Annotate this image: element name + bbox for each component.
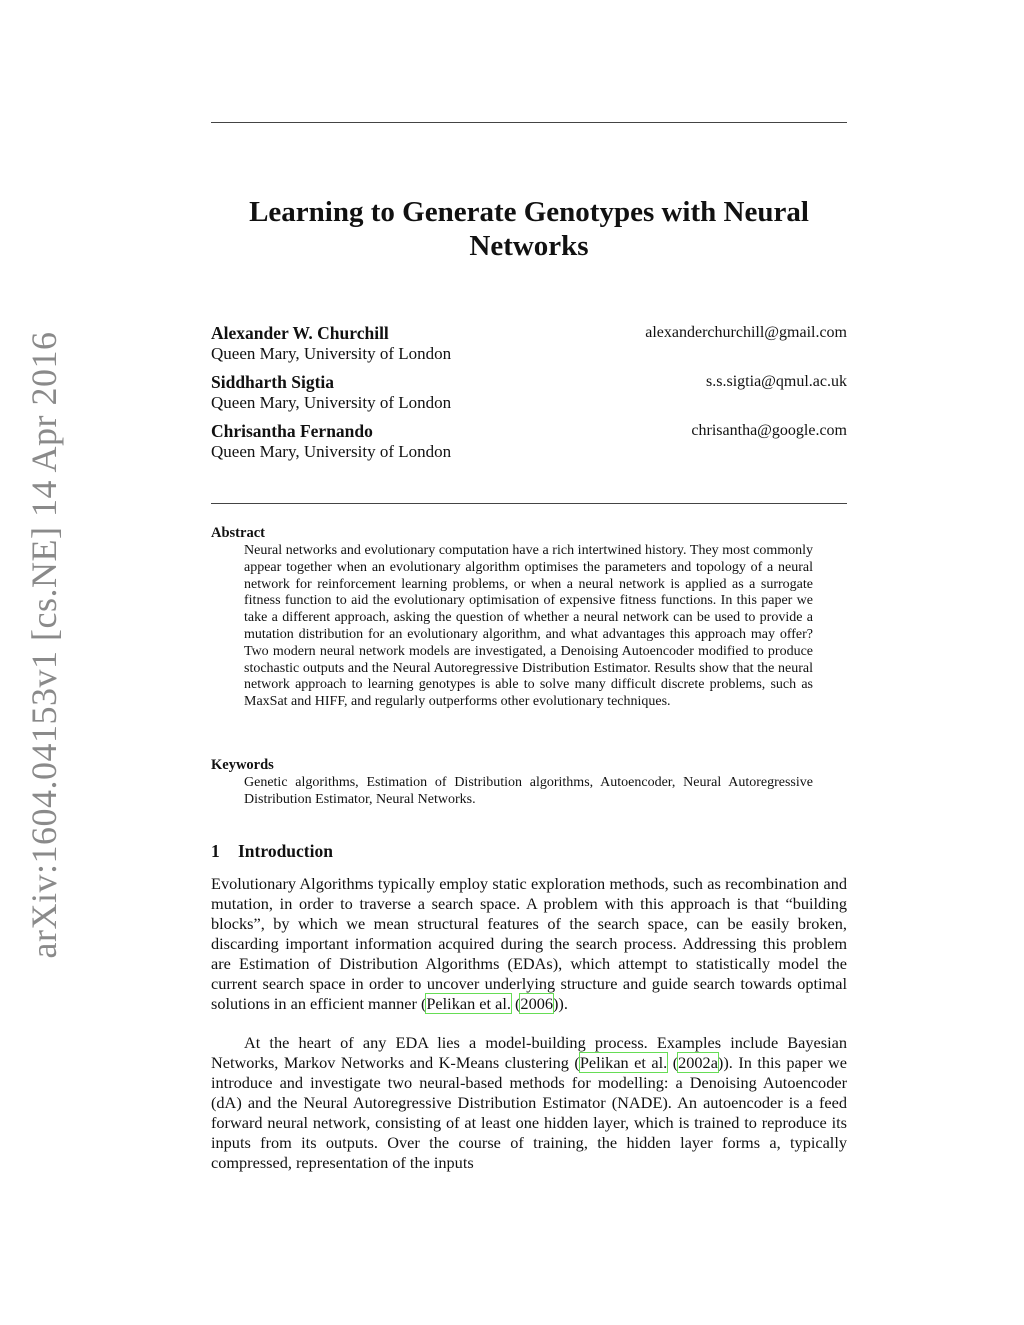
author-block xyxy=(211,420,847,466)
abstract-heading: Abstract xyxy=(211,525,265,541)
author-name: Alexander W. Churchill xyxy=(211,323,389,343)
paragraph-text: )). xyxy=(552,993,568,1013)
paper-title: Learning to Generate Genotypes with Neural Networks xyxy=(249,196,809,262)
keywords-heading: Keywords xyxy=(211,757,274,773)
paragraph-text: At the heart of any EDA lies a model-building process. Examples include Bayesian Networks, Markov Networks and K-Means clustering ( xyxy=(211,1033,847,1072)
author-affiliation: Queen Mary, University of London xyxy=(211,344,452,363)
top-rule xyxy=(211,122,847,123)
section-number: 1 xyxy=(211,841,220,861)
section-heading-introduction xyxy=(211,840,333,862)
intro-paragraph-2 xyxy=(211,1033,847,1173)
author-name: Chrisantha Fernando xyxy=(211,421,373,441)
keywords-text: Genetic algorithms, Estimation of Distribution algorithms, Autoencoder, Neural Autoregressive Distribution Estimator, Neural Networks. xyxy=(244,775,813,807)
citation-link-year[interactable]: 2006 xyxy=(520,993,553,1013)
citation-separator: ( xyxy=(510,993,521,1013)
author-email: chrisantha@google.com xyxy=(691,422,847,439)
paragraph-text: Evolutionary Algorithms typically employ static exploration methods, such as recombination and mutation, in order to traverse a search space. A problem with this approach is that “building blocks”, by which we mean structural features of the search space, can be easily broken, discarding important information acquired during the search process. Addressing this problem are Estimation of Distribution Algorithms (EDAs), which attempt to statistically model the current search space in order to uncover underlying structure and guide search towards optimal solutions in an efficient manner ( xyxy=(211,874,847,1013)
intro-paragraph-1 xyxy=(211,874,847,1014)
author-affiliation: Queen Mary, University of London xyxy=(211,442,452,461)
arxiv-identifier-stamp: arXiv:1604.04153v1 [cs.NE] 14 Apr 2016 xyxy=(24,331,64,959)
author-affiliation: Queen Mary, University of London xyxy=(211,393,452,412)
citation-link-author[interactable]: Pelikan et al. xyxy=(579,1052,668,1072)
author-email: alexanderchurchill@gmail.com xyxy=(645,324,847,341)
paragraph-text: )). In this paper we introduce and investigate two neural-based methods for modelling: a Denoising Autoencoder (dA) and the Neural Autoregressive Distribution Estimator (NADE). An autoencoder is a feed forward neural network, consisting of at least one hidden layer, which is trained to reproduce its inputs from its outputs. Over the course of training, the hidden layer forms a, typically compressed, representation of the inputs xyxy=(211,1052,847,1172)
author-block xyxy=(211,371,847,417)
author-email: s.s.sigtia@qmul.ac.uk xyxy=(706,373,847,390)
citation-link-author[interactable]: Pelikan et al. xyxy=(426,993,511,1013)
section-title: Introduction xyxy=(238,841,333,861)
header-divider-rule xyxy=(211,503,847,504)
author-name: Siddharth Sigtia xyxy=(211,372,335,392)
citation-separator: ( xyxy=(667,1052,679,1072)
abstract-text: Neural networks and evolutionary computation have a rich intertwined history. They most commonly appear together when an evolutionary algorithm optimises the parameters and topology of a neural network for reinforcement learning problems, or when a neural network is applied as a surrogate fitness function to aid the evolutionary optimisation of expensive fitness functions. In this paper we take a different approach, asking the question of whether a neural network can be used to provide a mutation distribution for an evolutionary algorithm, and what advantages this approach may offer? Two modern neural network models are investigated, a Denoising Autoencoder modified to produce stochastic outputs and the Neural Autoregressive Distribution Estimator. Results show that the neural network approach to learning genotypes is able to solve many difficult discrete problems, such as MaxSat and HIFF, and regularly outperforms other evolutionary techniques. xyxy=(244,543,813,710)
author-block xyxy=(211,322,847,368)
citation-link-year[interactable]: 2002a xyxy=(678,1052,718,1072)
